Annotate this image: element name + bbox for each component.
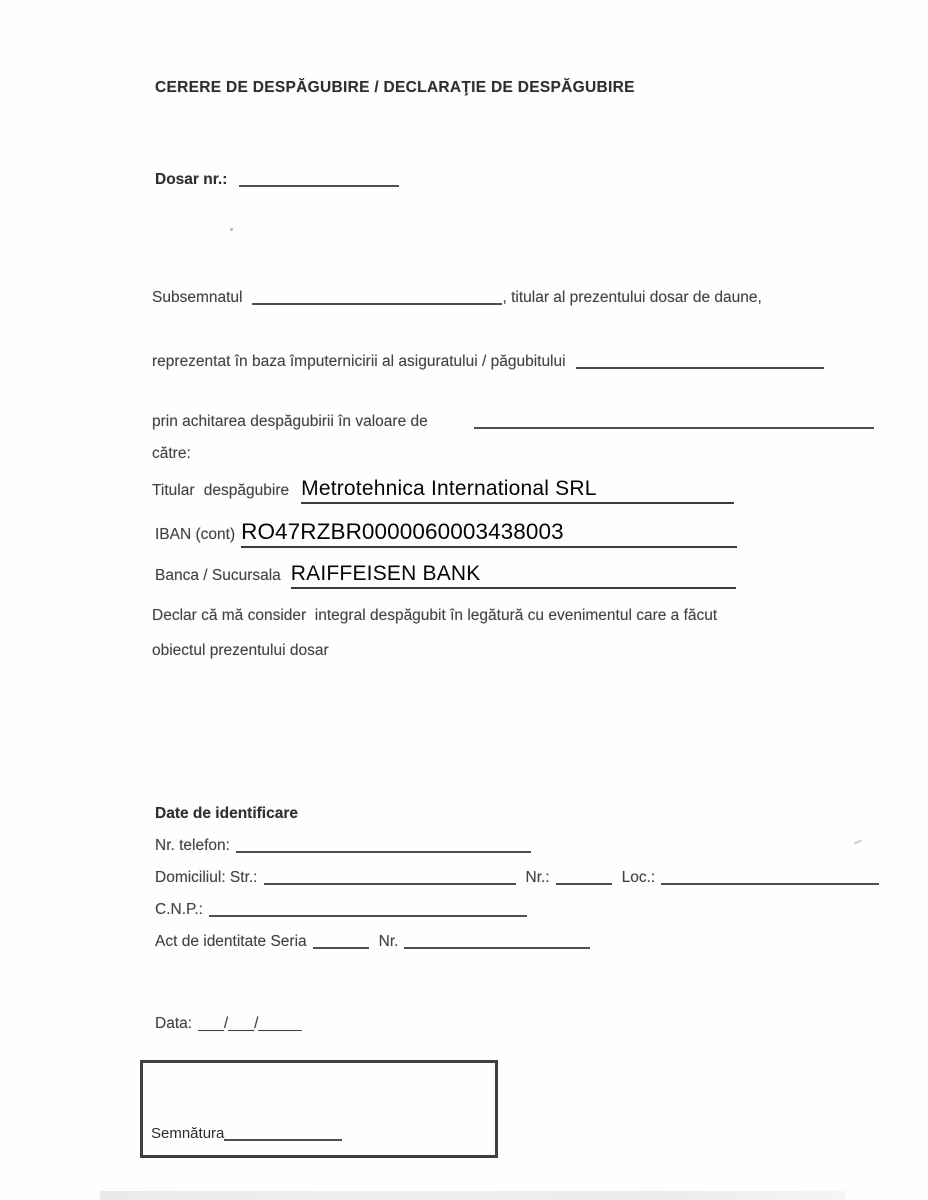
- document-title: CERERE DE DESPĂGUBIRE / DECLARAŢIE DE DESPĂGUBIRE: [155, 79, 635, 96]
- reprezentat-label: reprezentat în baza împuternicirii al asiguratului / păgubitului: [152, 353, 566, 370]
- data-row: [155, 1014, 302, 1033]
- data-label: Data:: [155, 1015, 193, 1032]
- achitare-blank: [474, 425, 874, 429]
- titular-line: [301, 476, 734, 504]
- dosar-blank: [239, 183, 399, 187]
- catre-label: către:: [152, 445, 191, 462]
- achitare-row: [152, 412, 874, 431]
- catre-row: [152, 444, 191, 463]
- iban-value: RO47RZBR0000060003438003: [241, 519, 564, 544]
- banca-row: [155, 561, 736, 589]
- titular-row: [152, 476, 734, 504]
- banca-value: RAIFFEISEN BANK: [290, 562, 481, 585]
- signature-box: [140, 1060, 498, 1158]
- iban-line: [241, 518, 737, 548]
- identification-heading: Date de identificare: [155, 805, 298, 822]
- act-identitate-row: [155, 932, 590, 951]
- achitare-label: prin achitarea despăgubirii în valoare de: [152, 413, 428, 430]
- cnp-label: C.N.P.:: [155, 901, 203, 918]
- subsemnatul-blank: [252, 301, 502, 305]
- titular-label: Titular despăgubire: [152, 482, 290, 499]
- scan-speck: [854, 839, 862, 844]
- data-blank: ___/___/_____: [198, 1015, 302, 1032]
- subsemnatul-row: [152, 288, 762, 307]
- banca-label: Banca / Sucursala: [155, 567, 281, 584]
- semnatura-blank: [224, 1137, 342, 1141]
- act-nr-label: Nr.: [378, 933, 399, 950]
- strada-blank: [264, 881, 516, 885]
- nr-blank: [556, 881, 612, 885]
- scan-speck: [230, 228, 233, 231]
- nr-label: Nr.:: [525, 869, 550, 886]
- cnp-row: [155, 900, 527, 919]
- titular-value: Metrotehnica International SRL: [301, 477, 597, 500]
- iban-label: IBAN (cont): [155, 526, 236, 543]
- act-seria-label: Act de identitate Seria: [155, 933, 307, 950]
- domiciliul-label: Domiciliul: Str.:: [155, 869, 258, 886]
- banca-line: [291, 561, 736, 589]
- telefon-row: [155, 836, 531, 855]
- seria-blank: [313, 945, 369, 949]
- iban-row: [155, 518, 737, 548]
- telefon-blank: [236, 849, 531, 853]
- subsemnatul-label: Subsemnatul: [152, 289, 243, 306]
- reprezentat-blank: [576, 365, 824, 369]
- subsemnatul-suffix: , titular al prezentului dosar de daune,: [502, 289, 762, 306]
- loc-label: Loc.:: [621, 869, 656, 886]
- reprezentat-row: [152, 352, 824, 371]
- dosar-row: [155, 170, 399, 189]
- domiciliul-row: [155, 868, 879, 887]
- semnatura-label: Semnătura: [151, 1125, 225, 1142]
- semnatura-row: [151, 1125, 342, 1143]
- dosar-label: Dosar nr.:: [155, 171, 228, 188]
- cnp-blank: [209, 913, 527, 917]
- act-nr-blank: [404, 945, 590, 949]
- declaration-line2: obiectul prezentului dosar: [152, 642, 329, 659]
- declaration-line1: Declar că mă consider integral despăgubit în legătură cu evenimentul care a făcut: [152, 607, 718, 624]
- loc-blank: [661, 881, 879, 885]
- telefon-label: Nr. telefon:: [155, 837, 230, 854]
- scan-edge-shadow: [100, 1191, 845, 1200]
